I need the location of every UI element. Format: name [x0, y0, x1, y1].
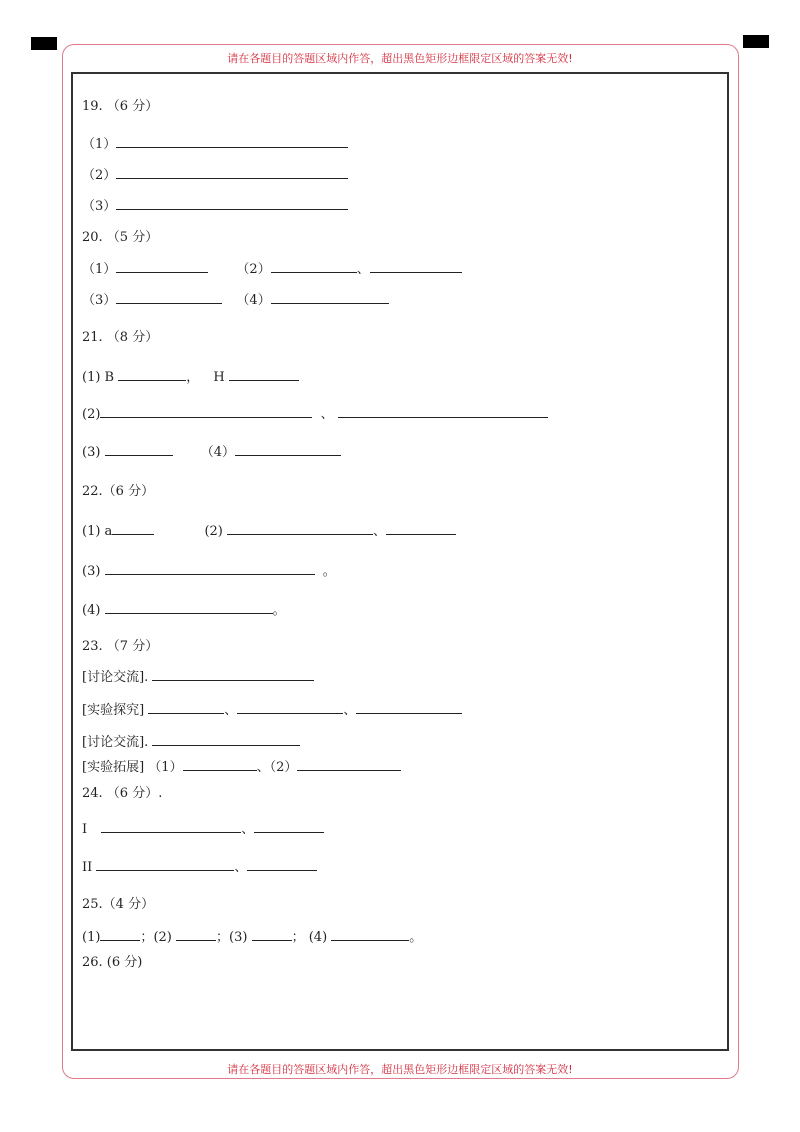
q20-title: 20. （5 分）: [82, 230, 159, 245]
alignment-mark-right: [743, 35, 769, 48]
answer-blank[interactable]: [227, 522, 373, 535]
q22-row-1: (1) a (2) 、: [82, 520, 456, 539]
answer-blank[interactable]: [235, 443, 341, 456]
answer-blank[interactable]: [148, 701, 224, 714]
answer-blank[interactable]: [101, 820, 241, 833]
answer-blank[interactable]: [116, 135, 348, 148]
q24-title: 24. （6 分）.: [82, 786, 163, 801]
answer-blank[interactable]: [116, 197, 348, 210]
answer-blank[interactable]: [237, 701, 343, 714]
answer-blank[interactable]: [247, 858, 317, 871]
answer-blank[interactable]: [96, 858, 234, 871]
q23-row-1: [讨论交流].: [82, 666, 314, 685]
answer-blank[interactable]: [229, 368, 299, 381]
answer-blank[interactable]: [105, 562, 315, 575]
q22-row-3: (4) 。: [82, 603, 286, 618]
q23-row-4: [实验拓展] （1） 、（2）: [82, 756, 401, 775]
answer-blank[interactable]: [370, 260, 462, 273]
q26-title: 26. (6 分): [82, 955, 143, 970]
answer-blank[interactable]: [254, 820, 324, 833]
answer-blank[interactable]: [271, 291, 389, 304]
q24-row-2: II 、: [82, 856, 317, 875]
answer-blank[interactable]: [118, 368, 186, 381]
answer-blank[interactable]: [331, 928, 409, 941]
answer-blank[interactable]: [100, 928, 140, 941]
q22-row-2: (3) 。: [82, 564, 336, 579]
answer-blank[interactable]: [271, 260, 357, 273]
answer-blank[interactable]: [176, 928, 216, 941]
q19-row-2: （2）: [82, 164, 348, 183]
q19-row-3: （3）: [82, 195, 348, 214]
alignment-mark-left: [31, 37, 57, 50]
answer-blank[interactable]: [100, 405, 312, 418]
q19-row-1: （1）: [82, 133, 348, 152]
footer-notice: 请在各题目的答题区域内作答，超出黑色矩形边框限定区域的答案无效!: [227, 1063, 573, 1076]
q23-row-2: [实验探究] 、 、: [82, 699, 462, 718]
q25-row-1: (1) ；(2) ；(3) ； (4) 。: [82, 930, 423, 945]
q24-row-1: I 、: [82, 818, 324, 837]
q23-title: 23. （7 分）: [82, 639, 159, 654]
answer-blank[interactable]: [116, 260, 208, 273]
answer-blank[interactable]: [152, 733, 300, 746]
header-notice: 请在各题目的答题区域内作答，超出黑色矩形边框限定区域的答案无效!: [227, 52, 573, 65]
q25-title: 25.（4 分）: [82, 897, 155, 912]
q22-title: 22.（6 分）: [82, 484, 155, 499]
answer-blank[interactable]: [252, 928, 292, 941]
answer-blank[interactable]: [183, 758, 257, 771]
answer-blank[interactable]: [112, 522, 154, 535]
answer-blank[interactable]: [152, 668, 314, 681]
q19-title: 19. （6 分）: [82, 99, 159, 114]
q20-row-1: （1） （2） 、: [82, 258, 462, 277]
answer-blank[interactable]: [356, 701, 462, 714]
answer-blank[interactable]: [105, 443, 173, 456]
answer-blank[interactable]: [116, 291, 222, 304]
q21-row-1: (1) B ， H: [82, 366, 299, 385]
answer-blank[interactable]: [338, 405, 548, 418]
q21-row-2: (2) 、: [82, 403, 548, 422]
q23-row-3: [讨论交流].: [82, 731, 300, 750]
answer-blank[interactable]: [116, 166, 348, 179]
q20-row-2: （3） （4）: [82, 289, 389, 308]
answer-blank[interactable]: [105, 601, 273, 614]
answer-blank[interactable]: [386, 522, 456, 535]
q21-title: 21. （8 分）: [82, 330, 159, 345]
q21-row-3: (3) （4）: [82, 441, 341, 460]
answer-blank[interactable]: [297, 758, 401, 771]
